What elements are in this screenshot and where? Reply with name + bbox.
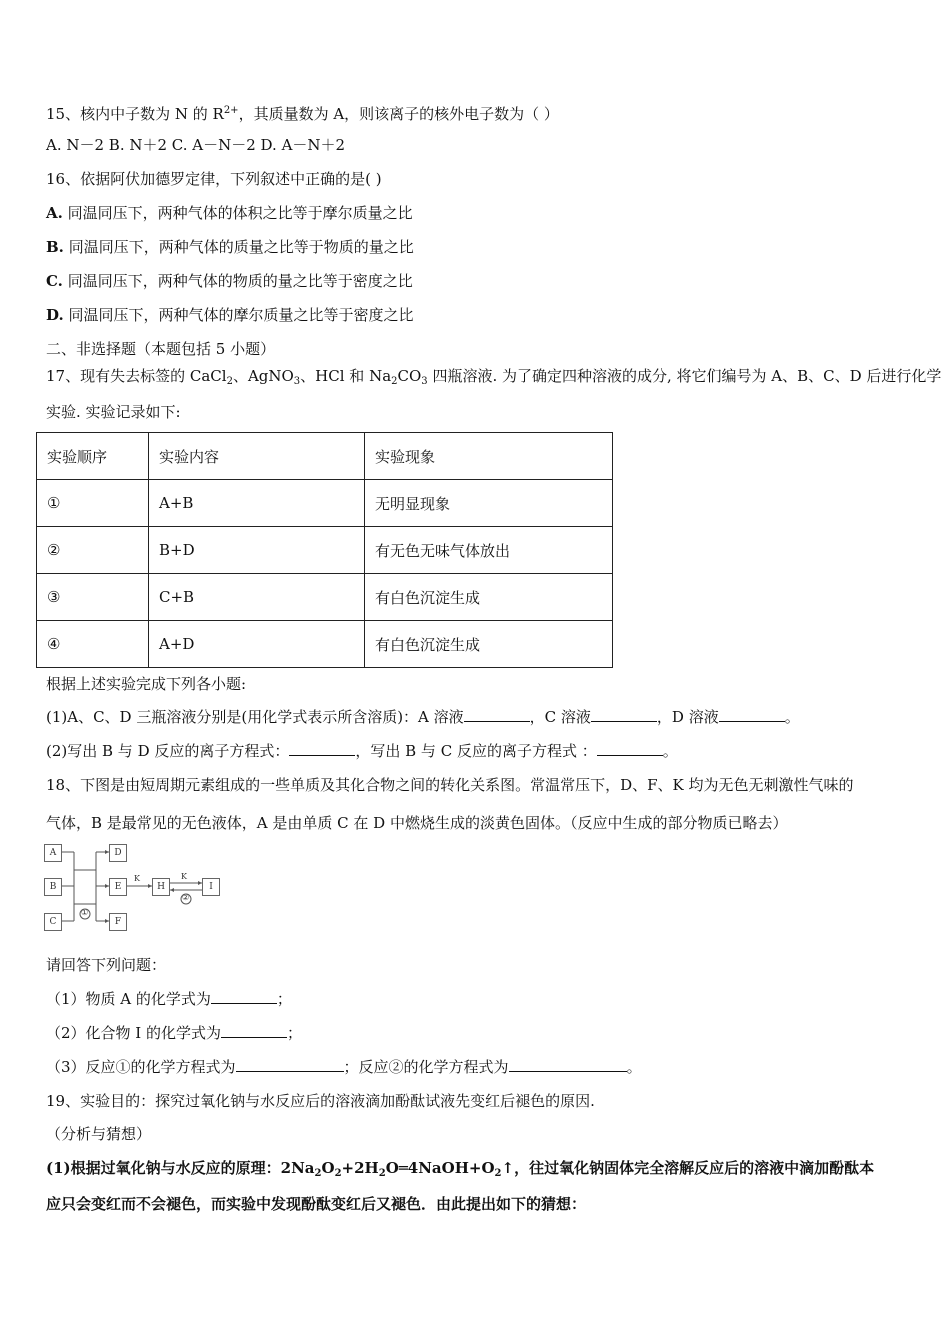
table-cell: ① — [37, 480, 149, 527]
node-h: H — [152, 878, 170, 896]
answer-blank[interactable] — [464, 707, 530, 722]
table-header-cell: 实验内容 — [149, 433, 365, 480]
q15-options: A. N－2 B. N＋2 C. A－N－2 D. A－N＋2 — [46, 136, 346, 154]
node-i: I — [202, 878, 220, 896]
node-b: B — [44, 878, 62, 896]
answer-blank[interactable] — [211, 989, 277, 1004]
q16-option-a: A. 同温同压下，两种气体的体积之比等于摩尔质量之比 — [46, 204, 413, 222]
table-row — [37, 621, 613, 668]
table-row — [37, 574, 613, 621]
section-heading: 二、非选择题（本题包括 5 小题） — [46, 340, 276, 358]
table-row — [37, 480, 613, 527]
q15-stem: 15、核内中子数为 N 的 $R^{2+}$，其质量数为 A，则该离子的核外电子数为（ ） — [46, 105, 559, 123]
q17-intro: 根据上述实验完成下列各小题: — [46, 675, 247, 693]
table-cell: A+B — [149, 480, 365, 527]
answer-blank[interactable] — [236, 1057, 344, 1072]
table-cell: 有白色沉淀生成 — [365, 621, 613, 668]
node-c: C — [44, 913, 62, 931]
edge-label-1: ① — [81, 908, 89, 917]
q19-part1-line2: 应只会变红而不会褪色，而实验中发现酚酞变红后又褪色．由此提出如下的猜想： — [46, 1195, 587, 1213]
table-cell: B+D — [149, 527, 365, 574]
answer-blank[interactable] — [719, 707, 785, 722]
edge-label-k1: K — [134, 874, 140, 883]
q19-section: （分析与猜想） — [46, 1125, 152, 1143]
q18-stem-line2: 气体，B 是最常见的无色液体，A 是由单质 C 在 D 中燃烧生成的淡黄色固体。（反应中生成的部分物质已略去） — [46, 814, 788, 832]
q16-option-d: D. 同温同压下，两种气体的摩尔质量之比等于密度之比 — [46, 306, 414, 324]
edge-label-2: ② — [182, 893, 190, 902]
table-header-row — [37, 433, 613, 480]
q17-part1: (1)A、C、D 三瓶溶液分别是(用化学式表示所含溶质)：A 溶液 ，C 溶液 ，D 溶液 。 — [46, 708, 800, 726]
answer-blank[interactable] — [597, 741, 663, 756]
table-cell: A+D — [149, 621, 365, 668]
q18-stem-line1: 18、下图是由短周期元素组成的一些单质及其化合物之间的转化关系图。常温常压下，D、F、K 均为无色无刺激性气味的 — [46, 776, 854, 794]
q18-ask: 请回答下列问题： — [46, 956, 167, 974]
table-header-cell: 实验顺序 — [37, 433, 149, 480]
table-row — [37, 527, 613, 574]
q16-option-b: B. 同温同压下，两种气体的质量之比等于物质的量之比 — [46, 238, 414, 256]
table-cell: ④ — [37, 621, 149, 668]
experiment-table — [36, 432, 613, 668]
node-f: F — [109, 913, 127, 931]
diagram-lines — [44, 842, 224, 934]
q18-part2: （2）化合物 I 的化学式为 ； — [46, 1024, 303, 1042]
q16-option-c: C. 同温同压下，两种气体的物质的量之比等于密度之比 — [46, 272, 413, 290]
answer-blank[interactable] — [509, 1057, 627, 1072]
q18-part1: （1）物质 A 的化学式为 ； — [46, 990, 292, 1008]
q19-part1-line1: (1)根据过氧化钠与水反应的原理：$2Na_2O_2+2H_2O═4NaOH+O_2↑$，往过氧化钠固体完全溶解反应后的溶液中滴加酚酞本 — [46, 1159, 875, 1179]
table-cell: ② — [37, 527, 149, 574]
q16-stem: 16、依据阿伏加德罗定律，下列叙述中正确的是( ) — [46, 170, 382, 188]
table-cell: 有白色沉淀生成 — [365, 574, 613, 621]
q18-part3: （3）反应①的化学方程式为 ；反应②的化学方程式为 。 — [46, 1058, 642, 1076]
q19-stem: 19、实验目的：探究过氧化钠与水反应后的溶液滴加酚酞试液先变红后褪色的原因. — [46, 1092, 595, 1110]
answer-blank[interactable] — [591, 707, 657, 722]
q17-stem-line2: 实验. 实验记录如下: — [46, 403, 181, 421]
node-d: D — [109, 844, 127, 862]
answer-blank[interactable] — [221, 1023, 287, 1038]
table-header-cell: 实验现象 — [365, 433, 613, 480]
table-cell: C+B — [149, 574, 365, 621]
table-cell: 有无色无味气体放出 — [365, 527, 613, 574]
table-cell: ③ — [37, 574, 149, 621]
table-cell: 无明显现象 — [365, 480, 613, 527]
node-a: A — [44, 844, 62, 862]
q17-stem-line1: 17、现有失去标签的 CaCl$_2$、AgNO$_3$、HCl 和 $Na_2CO_3$ 四瓶溶液. 为了确定四种溶液的成分, 将它们编号为 A、B、C、D 后进行化学 — [46, 367, 942, 387]
answer-blank[interactable] — [289, 741, 355, 756]
node-e: E — [109, 878, 127, 896]
q17-part2: (2)写出 B 与 D 反应的离子方程式： ，写出 B 与 C 反应的离子方程式 ： 。 — [46, 742, 678, 760]
conversion-diagram — [44, 842, 224, 934]
edge-label-k2: K — [181, 872, 187, 881]
